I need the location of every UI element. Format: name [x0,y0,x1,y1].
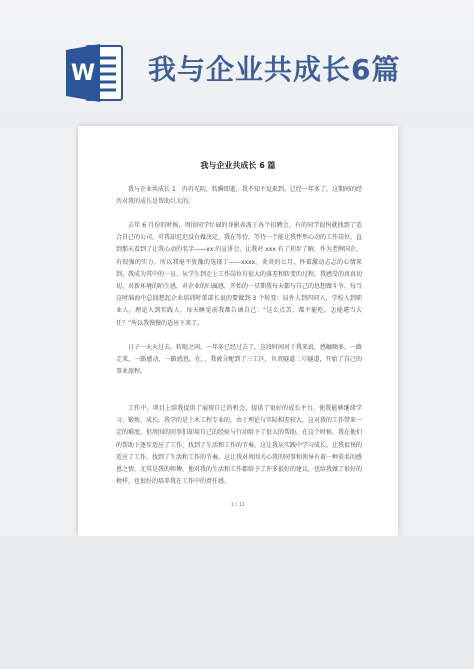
paragraph-1: 我与企业共成长 1 冉冉光阴，转瞬即逝，我不知不觉来到。已经一年多了，这期间的经历对我的成长是帮助巨大的。 [116,186,362,206]
paragraph-2: 去年 6 月份的时候，周围同学忙碌的身影奔波于各个招聘会，有的同学很快就找到了适合自己的公司，可我却迟迟没有做决定，我在等待，等待一个能让我怦然心动的工作岗位，直到那天看到了让我心动的名字——xx 的宣讲会，让我对 xxx 有了初步了解，作为老牌国企，有很强的实力。所以我毫不犹豫的选择了——xxxx。炎炎的七月，怀着激动忐忑的心情来到。我成为其中的一员，从学生到走上工作岗位有很大的落差和转变的过程，我感受的真真切切，对新环境的陌生感，对企业的归属感。开始的一星期我每天都与自己的思想做斗争，每当这时脑海中总回想起企业培训时董部长说的要做到 3 个转变：局外人到四同人，学校人到职业人，理论人到实践人。每天睡觉前我都告诫自己：“这么点苦，都不能吃，怎能堪当大任？”所以我慢慢的适应下来了。 [116,222,363,327]
paragraph-4: 工作中，项目上给我提供了展现自己的机会，提供了很好的成长平台，使我能够继续学习、锻炼、成长。我学的是土木工程专业的，由于理论与实际相差较大，这对我的工作带来一定的难度，但周围的同事们却用自己的经验与行动给予了很大的帮助。在这个时候，我在他们的帮助下逐步适应了工作，找到了生活和工作的节奏。这让我从实践中学习成长，让我很快的适应了工作，找到了生活和工作的节奏。这让我对周围关心我的同事和领导有着一种莫名的感恩之情，尤其是我的师傅，他对我的生活和工作都给予了许多很好的建议，也给我做了很好的榜样，也很好的培养我在工作中的责任感。 [116,405,363,486]
lower-background [0,536,474,669]
word-icon-letter: W [70,61,96,86]
document-page [78,126,398,536]
page-number: 1 / 11 [230,502,246,508]
word-icon [66,42,124,104]
header-banner [0,0,474,128]
banner-title: 我与企业共成长6篇 [148,53,401,86]
paragraph-3: 日子一天天过去，转眼之间，一年多已经过去了，这段时间对于我来说，感触颇多，一路走来，一路感动，一路感恩。在，，我被分配到了三工区，负责隧道二号隧道，开始了自己的事业旅程。 [116,344,363,376]
document-title: 我与企业共成长 6 篇 [200,161,276,170]
